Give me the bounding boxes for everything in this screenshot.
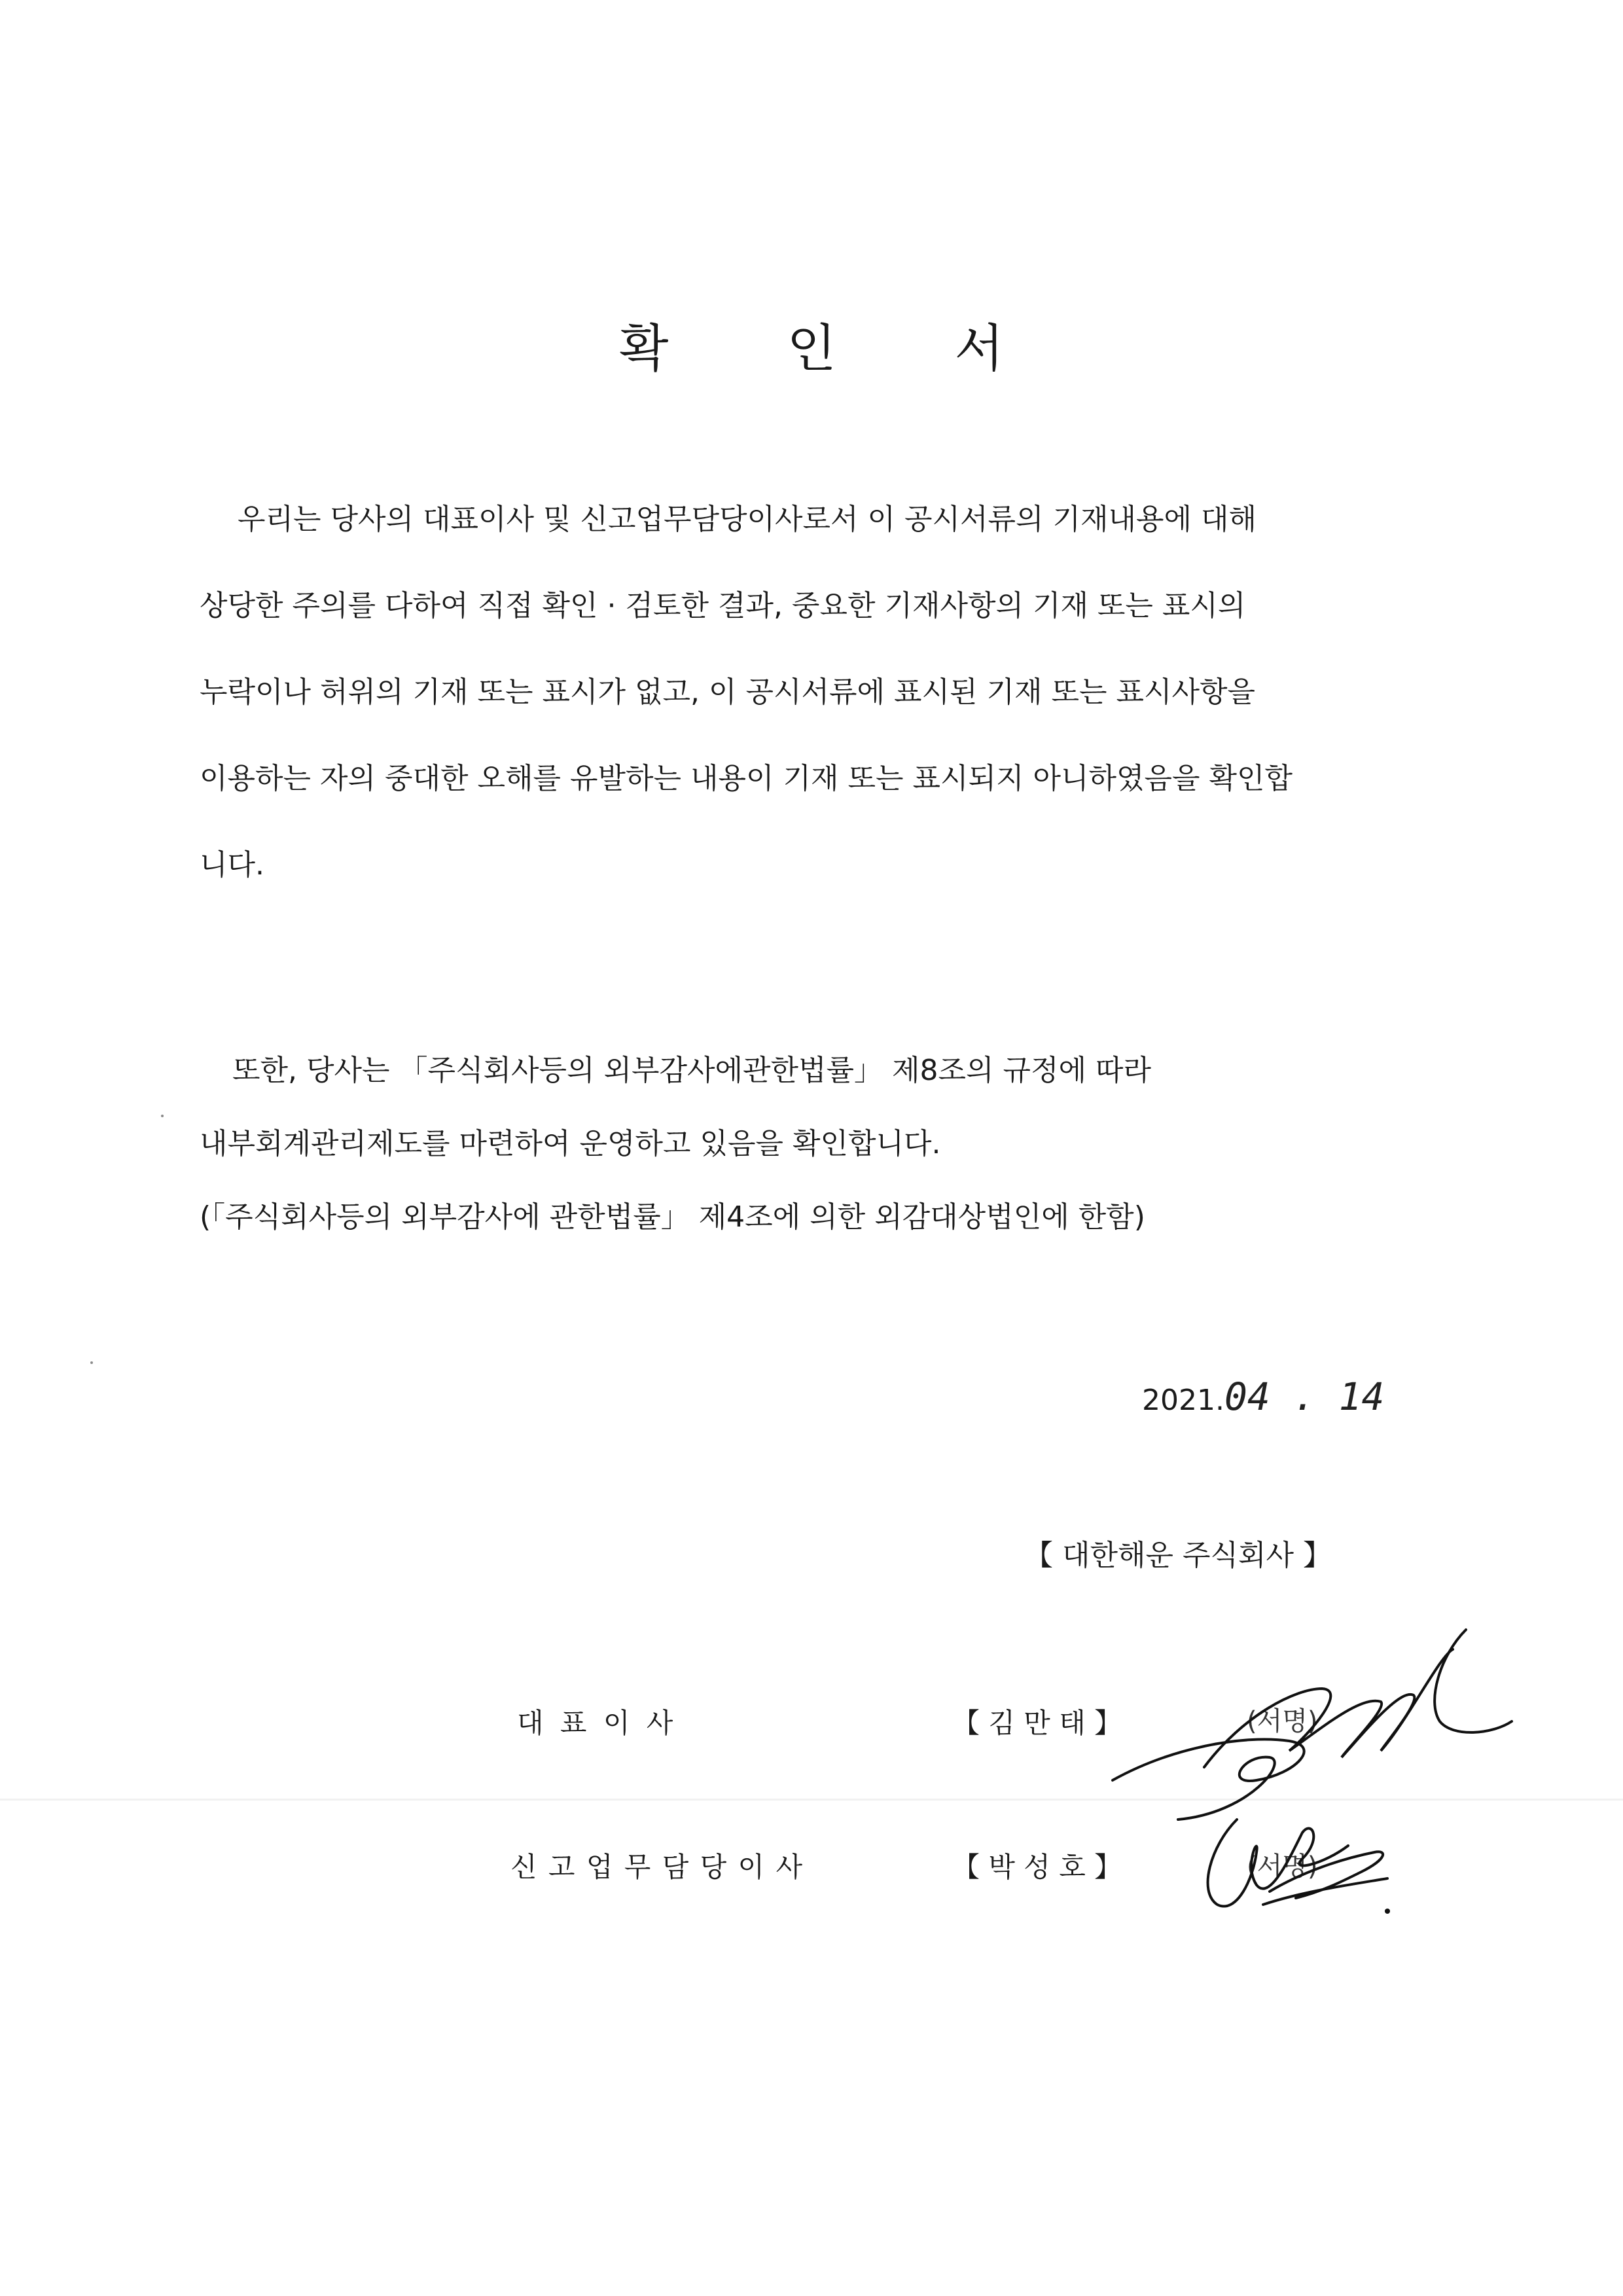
date-handwritten: 04 . 14 bbox=[1224, 1374, 1385, 1419]
paragraph-line: 상당한 주의를 다하여 직접 확인 · 검토한 결과, 중요한 기재사항의 기재 또는 표시의 bbox=[200, 589, 1246, 622]
paragraph-line: (「주식회사등의 외부감사에 관한법률」 제4조에 의한 외감대상법인에 한함) bbox=[200, 1200, 1145, 1234]
paragraph-line: 내부회계관리제도를 마련하여 운영하고 있음을 확인합니다. bbox=[200, 1127, 941, 1160]
disclosure-officer-signature-mark: (서명) bbox=[1247, 1852, 1318, 1882]
ceo-signature-mark: (서명) bbox=[1247, 1706, 1318, 1736]
scan-speck bbox=[90, 1361, 93, 1364]
ceo-name: 【 김 만 태 】 bbox=[952, 1707, 1122, 1739]
paragraph-line: 누락이나 허위의 기재 또는 표시가 없고, 이 공시서류에 표시된 기재 또는 표시사항을 bbox=[200, 675, 1255, 709]
disclosure-officer-role-label: 신 고 업 무 담 당 이 사 bbox=[510, 1851, 804, 1883]
disclosure-officer-signature bbox=[1191, 1793, 1414, 1937]
scan-speck bbox=[161, 1115, 164, 1117]
paragraph-line: 또한, 당사는 「주식회사등의 외부감사에관한법률」 제8조의 규정에 따라 bbox=[232, 1054, 1152, 1087]
internal-control-paragraph bbox=[200, 1034, 1378, 1254]
paragraph-line: 니다. bbox=[200, 848, 264, 882]
paragraph-line: 이용하는 자의 중대한 오해를 유발하는 내용이 기재 또는 표시되지 아니하였음을 확인합 bbox=[200, 762, 1293, 795]
paragraph-line: 우리는 당사의 대표이사 및 신고업무담당이사로서 이 공시서류의 기재내용에 대해 bbox=[238, 503, 1257, 536]
document-title: 확 인 서 bbox=[619, 319, 1055, 378]
date-printed: 2021. bbox=[1142, 1384, 1224, 1417]
confirmation-paragraph bbox=[200, 476, 1378, 908]
document-date bbox=[1142, 1374, 1384, 1419]
disclosure-officer-name: 【 박 성 호 】 bbox=[952, 1851, 1122, 1883]
company-name: 【 대한해운 주식회사 】 bbox=[1024, 1539, 1332, 1572]
ceo-role-label: 대 표 이 사 bbox=[517, 1707, 677, 1739]
